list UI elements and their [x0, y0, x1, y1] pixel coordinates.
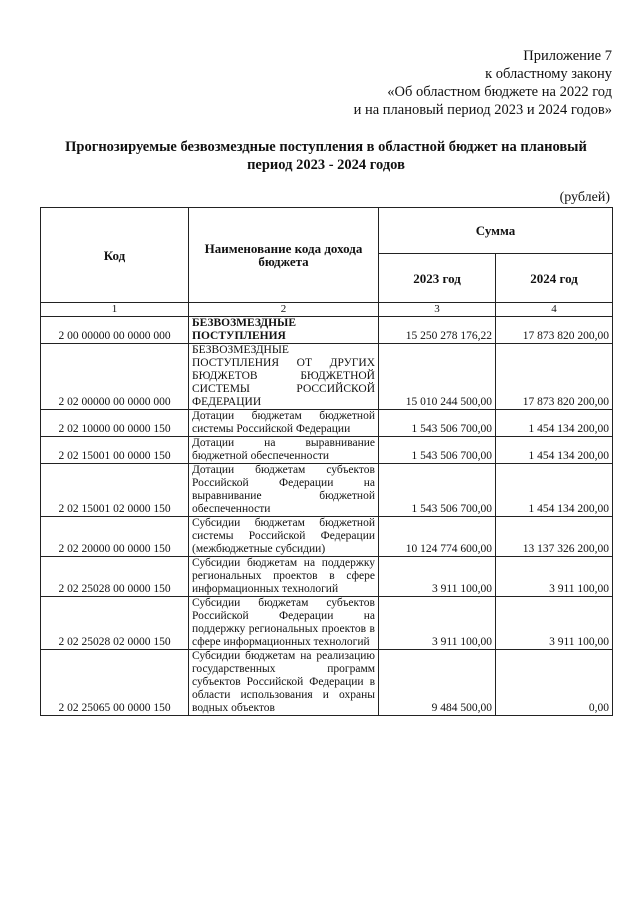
appendix-line: к областному закону — [485, 66, 612, 82]
header-code: Код — [41, 208, 189, 303]
row-value-2023: 10 124 774 600,00 — [379, 517, 496, 557]
table-row — [41, 597, 613, 650]
column-index: 4 — [496, 303, 613, 317]
row-value-2023: 15 250 278 176,22 — [379, 317, 496, 344]
row-value-2024: 1 454 134 200,00 — [496, 437, 613, 464]
table-row — [41, 517, 613, 557]
row-value-2023: 1 543 506 700,00 — [379, 464, 496, 517]
column-index: 3 — [379, 303, 496, 317]
row-name: Дотации на выравнивание бюджетной обеспеченности — [189, 437, 379, 464]
row-name: Субсидии бюджетам бюджетной системы Российской Федерации (межбюджетные субсидии) — [189, 517, 379, 557]
appendix-note — [354, 47, 612, 119]
row-name: Дотации бюджетам бюджетной системы Российской Федерации — [189, 410, 379, 437]
table-row — [41, 344, 613, 410]
row-value-2023: 3 911 100,00 — [379, 557, 496, 597]
row-code: 2 02 25028 00 0000 150 — [41, 557, 189, 597]
row-value-2024: 3 911 100,00 — [496, 597, 613, 650]
row-value-2024: 13 137 326 200,00 — [496, 517, 613, 557]
row-code: 2 02 25065 00 0000 150 — [41, 650, 189, 716]
row-code: 2 02 25028 02 0000 150 — [41, 597, 189, 650]
appendix-line: «Об областном бюджете на 2022 год — [387, 84, 612, 100]
row-value-2023: 15 010 244 500,00 — [379, 344, 496, 410]
appendix-line: Приложение 7 — [523, 48, 612, 64]
title-line: Прогнозируемые безвозмездные поступления в областной бюджет на плановый — [65, 139, 587, 155]
row-name: Субсидии бюджетам на реализацию государственных программ субъектов Российской Федерации в области использования и охраны водных объектов — [189, 650, 379, 716]
row-value-2024: 1 454 134 200,00 — [496, 464, 613, 517]
row-code: 2 02 00000 00 0000 000 — [41, 344, 189, 410]
row-name: БЕЗВОЗМЕЗДНЫЕ ПОСТУПЛЕНИЯ ОТ ДРУГИХ БЮДЖЕТОВ БЮДЖЕТНОЙ СИСТЕМЫ РОССИЙСКОЙ ФЕДЕРАЦИИ — [189, 344, 379, 410]
row-value-2023: 1 543 506 700,00 — [379, 410, 496, 437]
row-name: БЕЗВОЗМЕЗДНЫЕ ПОСТУПЛЕНИЯ — [189, 317, 379, 344]
revenue-table — [40, 207, 613, 716]
appendix-line: и на плановый период 2023 и 2024 годов» — [353, 102, 612, 118]
table-row — [41, 650, 613, 716]
currency-unit: (рублей) — [559, 190, 610, 205]
row-code: 2 02 20000 00 0000 150 — [41, 517, 189, 557]
row-value-2023: 3 911 100,00 — [379, 597, 496, 650]
table-row — [41, 437, 613, 464]
table-row — [41, 464, 613, 517]
document-title — [40, 138, 612, 174]
row-code: 2 02 15001 00 0000 150 — [41, 437, 189, 464]
row-code: 2 02 10000 00 0000 150 — [41, 410, 189, 437]
row-value-2024: 17 873 820 200,00 — [496, 344, 613, 410]
row-value-2024: 17 873 820 200,00 — [496, 317, 613, 344]
column-index-row — [41, 303, 613, 317]
row-value-2023: 1 543 506 700,00 — [379, 437, 496, 464]
column-index: 1 — [41, 303, 189, 317]
header-sum: Сумма — [379, 208, 613, 254]
table-row — [41, 557, 613, 597]
header-name: Наименование кода дохода бюджета — [189, 208, 379, 303]
table-row — [41, 410, 613, 437]
row-code: 2 02 15001 02 0000 150 — [41, 464, 189, 517]
column-index: 2 — [189, 303, 379, 317]
row-value-2024: 3 911 100,00 — [496, 557, 613, 597]
row-name: Дотации бюджетам субъектов Российской Федерации на выравнивание бюджетной обеспеченности — [189, 464, 379, 517]
row-value-2024: 0,00 — [496, 650, 613, 716]
row-code: 2 00 00000 00 0000 000 — [41, 317, 189, 344]
header-2023: 2023 год — [379, 254, 496, 303]
row-value-2023: 9 484 500,00 — [379, 650, 496, 716]
header-2024: 2024 год — [496, 254, 613, 303]
title-line: период 2023 - 2024 годов — [247, 157, 405, 173]
row-name: Субсидии бюджетам на поддержку региональных проектов в сфере информационных технологий — [189, 557, 379, 597]
row-name: Субсидии бюджетам субъектов Российской Федерации на поддержку региональных проектов в сфере информационных технологий — [189, 597, 379, 650]
table-row — [41, 317, 613, 344]
row-value-2024: 1 454 134 200,00 — [496, 410, 613, 437]
